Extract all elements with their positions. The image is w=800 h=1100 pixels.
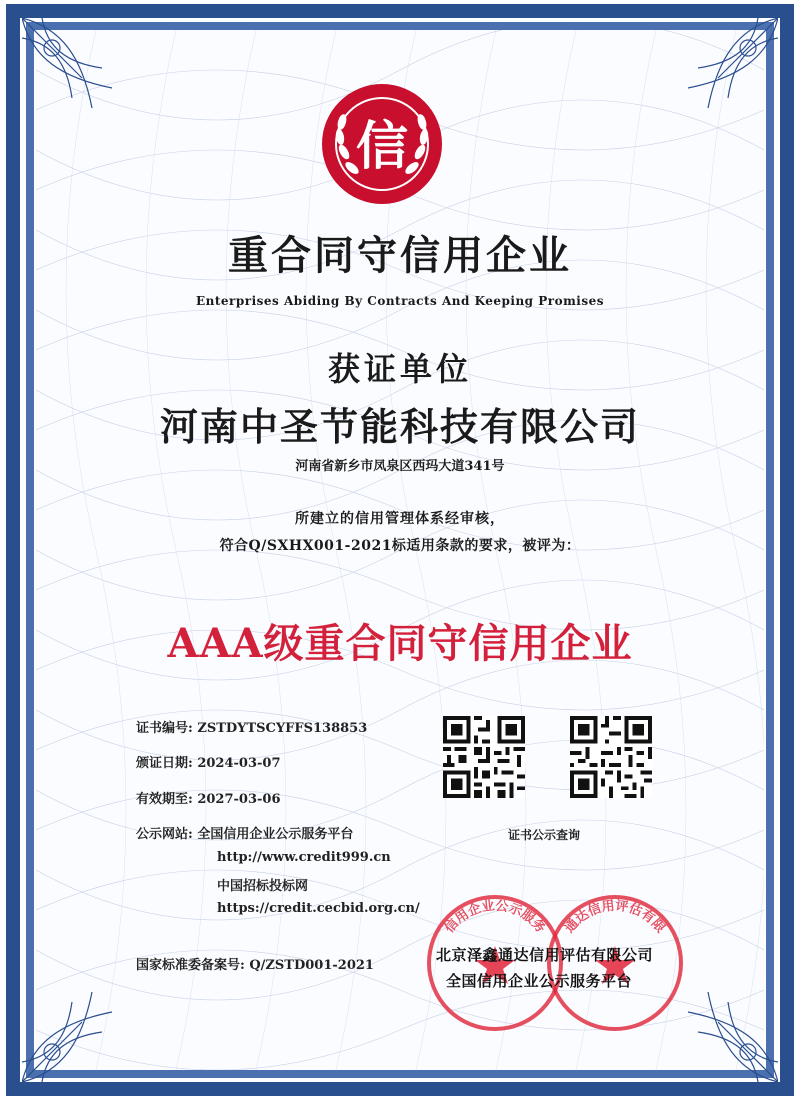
website-row xyxy=(136,823,353,842)
cert-number-label: 证书编号: xyxy=(136,721,193,736)
svg-text:信: 信 xyxy=(355,116,409,177)
registry-label: 国家标准委备案号: xyxy=(136,958,245,973)
corner-ornament-bottom-left xyxy=(22,962,142,1082)
company-name: 河南中圣节能科技有限公司 xyxy=(159,404,640,449)
certificate-subtitle: Enterprises Abiding By Contracts And Keeping Promises xyxy=(196,294,604,308)
statement-line-2: 符合Q/SXHX001-2021标适用条款的要求，被评为： xyxy=(219,538,581,554)
corner-ornament-top-right xyxy=(658,18,778,138)
registry-value: Q/ZSTD001-2021 xyxy=(249,958,374,973)
qr-code-1-icon[interactable] xyxy=(443,716,525,798)
registry-row xyxy=(136,954,374,973)
svg-text:信用企业公示服务: 信用企业公示服务 xyxy=(442,898,548,937)
website-url-2[interactable]: https://credit.cecbid.org.cn/ xyxy=(217,901,420,916)
expiry-date-label: 有效期至: xyxy=(136,792,193,807)
holder-label: 获证单位 xyxy=(327,350,472,388)
expiry-date-row xyxy=(136,788,281,807)
issue-date-value: 2024-03-07 xyxy=(197,756,281,771)
qr-code-2-icon[interactable] xyxy=(570,716,652,798)
corner-ornament-top-left xyxy=(22,18,142,138)
issuer-2: 全国信用企业公示服务平台 xyxy=(446,972,633,990)
credit-level: AAA级重合同守信用企业 xyxy=(167,620,633,667)
cert-number-row xyxy=(136,717,367,736)
issuer-1: 北京泽鑫通达信用评估有限公司 xyxy=(436,946,654,964)
website-url-1[interactable]: http://www.credit999.cn xyxy=(217,850,391,865)
website-name-1: 全国信用企业公示服务平台 xyxy=(197,827,354,842)
website-label: 公示网站: xyxy=(136,827,193,842)
certificate-title: 重合同守信用企业 xyxy=(228,232,572,279)
company-address: 河南省新乡市凤泉区西玛大道341号 xyxy=(295,459,505,474)
qr-caption: 证书公示查询 xyxy=(508,828,581,842)
website-name-2: 中国招标投标网 xyxy=(217,879,309,894)
issue-date-row xyxy=(136,752,281,771)
cert-number-value: ZSTDYTSCYFFS138853 xyxy=(197,721,368,736)
credit-emblem-icon xyxy=(320,82,444,206)
svg-text:通达信用评估有限: 通达信用评估有限 xyxy=(562,898,668,937)
statement-line-1: 所建立的信用管理体系经审核， xyxy=(295,511,505,527)
issue-date-label: 颁证日期: xyxy=(136,756,193,771)
expiry-date-value: 2027-03-06 xyxy=(197,792,281,807)
